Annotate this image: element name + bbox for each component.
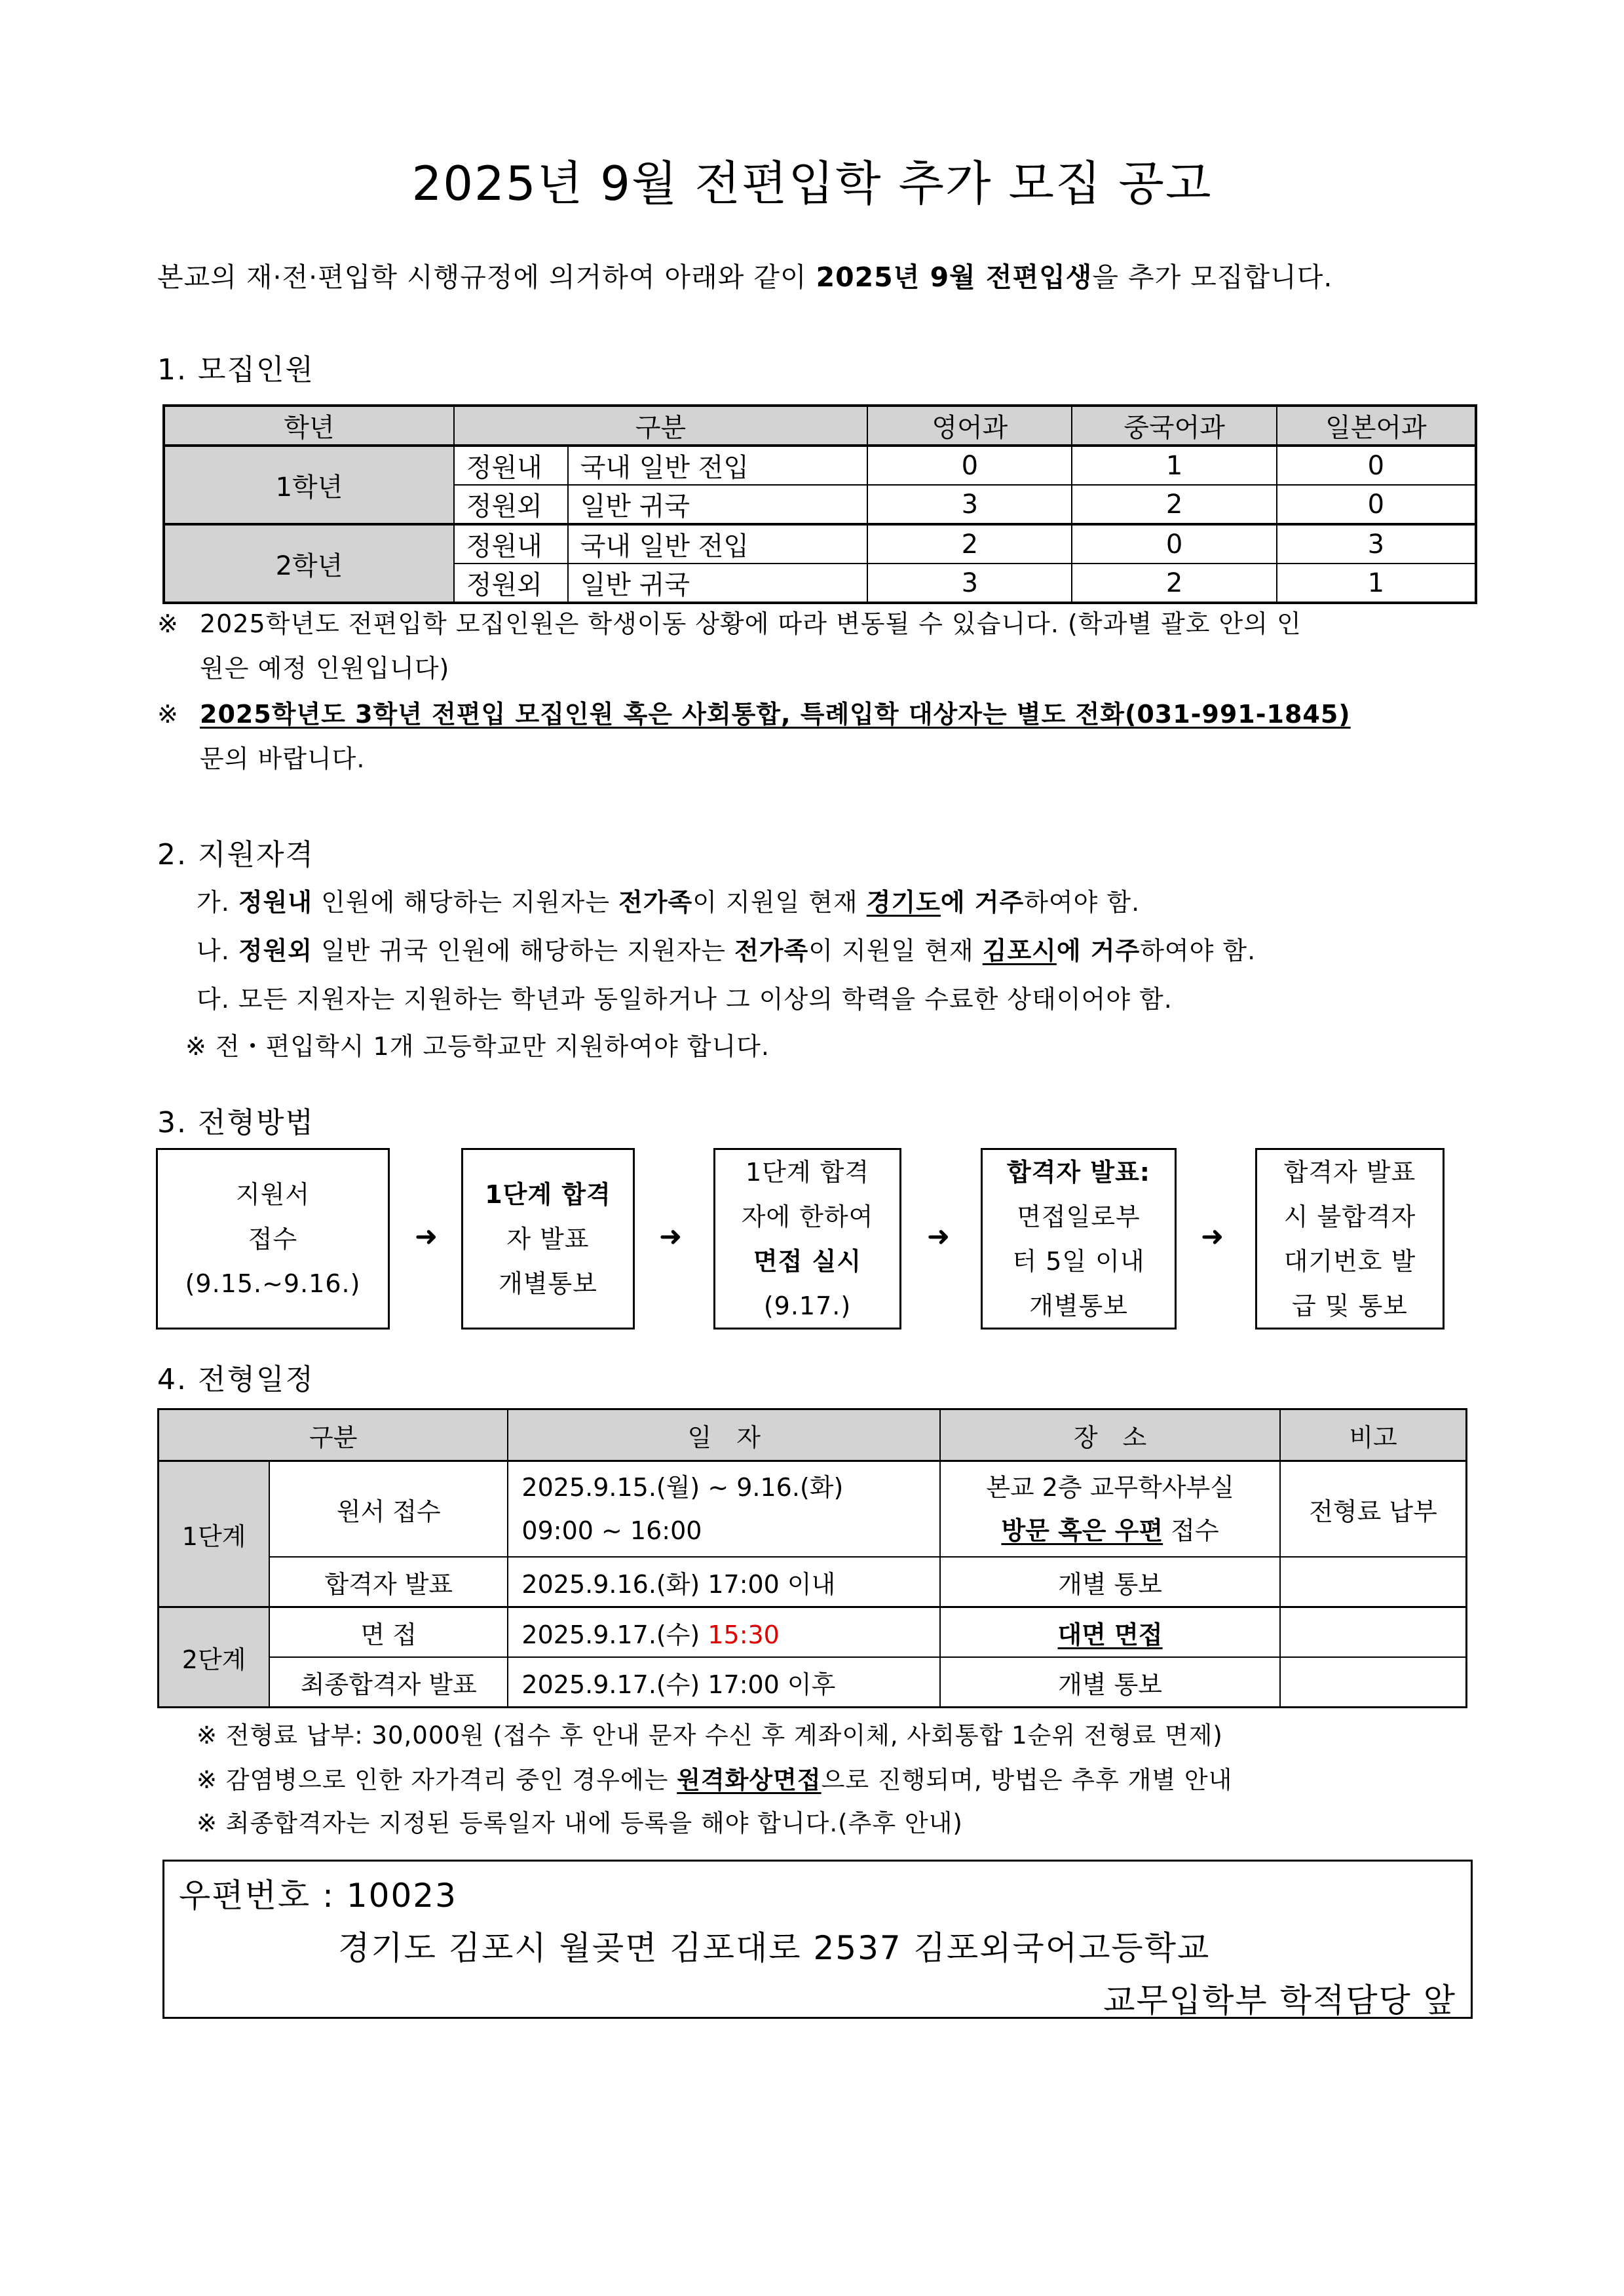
eligibility-note: ※ 전・편입학시 1개 고등학교만 지원하여야 합니다.: [185, 1032, 770, 1061]
table-row: 합격자 발표 2025.9.16.(화) 17:00 이내 개별 통보: [159, 1557, 1467, 1607]
table-row: 최종합격자 발표 2025.9.17.(수) 17:00 이후 개별 통보: [159, 1657, 1467, 1708]
schedule-note-1: ※ 전형료 납부: 30,000원 (접수 후 안내 문자 수신 후 계좌이체, 사회통합 1순위 전형료 면제): [197, 1721, 1223, 1750]
grade-label: 2학년: [164, 524, 454, 603]
eligibility-item-b: 나. 정원외 일반 귀국 인원에 해당하는 지원자는 전가족이 지원일 현재 김포시에 거주하여야 함.: [197, 936, 1256, 965]
eligibility-item-c: 다. 모든 지원자는 지원하는 학년과 동일하거나 그 이상의 학력을 수료한 상태이어야 함.: [197, 985, 1173, 1014]
process-step-3: 1단계 합격 자에 한하여 면접 실시 (9.17.): [713, 1148, 901, 1330]
section1-notes: [157, 601, 1624, 784]
process-step-4: 합격자 발표: 면접일로부 터 5일 이내 개별통보: [981, 1148, 1177, 1330]
arrow-icon: ➜: [927, 1220, 951, 1252]
stage-label: 1단계: [159, 1461, 270, 1607]
eligibility-item-a: 가. 정원내 인원에 해당하는 지원자는 전가족이 지원일 현재 경기도에 거주하여야 함.: [197, 888, 1141, 917]
section3-heading: 3. 전형방법: [157, 1106, 314, 1139]
address-box: [162, 1860, 1473, 2019]
schedule-note-2: ※ 감염병으로 인한 자가격리 중인 경우에는 원격화상면접으로 진행되며, 방법은 추후 개별 안내: [197, 1766, 1233, 1794]
col-english: 영어과: [867, 406, 1072, 446]
table-row: 1학년 정원내 국내 일반 전입 0 1 0: [164, 446, 1476, 485]
col-chinese: 중국어과: [1072, 406, 1276, 446]
arrow-icon: ➜: [1201, 1220, 1224, 1252]
table-header-row: 구분 일 자 장 소 비고: [159, 1409, 1467, 1461]
note-mark: ※: [157, 609, 179, 638]
section4-heading: 4. 전형일정: [157, 1363, 314, 1396]
table-header-row: [164, 406, 1476, 446]
note-text: 원은 예정 인원입니다): [200, 654, 450, 683]
section2-heading: 2. 지원자격: [157, 838, 314, 871]
table-row: 정원외 일반 귀국 3 2 0: [164, 485, 1476, 524]
arrow-icon: ➜: [659, 1220, 683, 1252]
note-text-emphasis: 2025학년도 3학년 전편입 모집인원 혹은 사회통합, 특례입학 대상자는 별도 전화(031-991-1845): [200, 700, 1351, 729]
stage-label: 2단계: [159, 1607, 270, 1708]
intro-highlight: 2025년 9월 전편입생: [816, 261, 1093, 293]
schedule-table: [157, 1408, 1467, 1708]
col-category: 구분: [454, 406, 867, 446]
col-japanese: 일본어과: [1277, 406, 1476, 446]
intro-paragraph: 본교의 재·전·편입학 시행규정에 의거하여 아래와 같이 2025년 9월 전편입생을 추가 모집합니다.: [157, 261, 1333, 293]
col-grade: 학년: [164, 406, 454, 446]
process-step-5: 합격자 발표 시 불합격자 대기번호 발 급 및 통보: [1255, 1148, 1445, 1330]
address-recipient: 교무입학부 학적담당 앞: [1103, 1981, 1456, 2019]
postal-code: 우편번호 : 10023: [179, 1877, 457, 1915]
section1-heading: 1. 모집인원: [157, 353, 314, 387]
table-row: 2단계 면 접 2025.9.17.(수) 15:30 대면 면접: [159, 1607, 1467, 1658]
table-row: 2학년 정원내 국내 일반 전입 2 0 3: [164, 524, 1476, 564]
note-text: 2025학년도 전편입학 모집인원은 학생이동 상황에 따라 변동될 수 있습니다. (학과별 괄호 안의 인: [200, 609, 1302, 638]
process-step-1: 지원서 접수 (9.15.~9.16.): [156, 1148, 390, 1330]
note-text: 문의 바랍니다.: [200, 744, 366, 773]
recruitment-table: [162, 404, 1477, 604]
table-row: 1단계 원서 접수 2025.9.15.(월) ~ 9.16.(화) 09:00 ~ 16:00 본교 2층 교무학사부실 방문 혹은 우편 접수 전형료 납부: [159, 1461, 1467, 1558]
page-title: 2025년 9월 전편입학 추가 모집 공고: [411, 156, 1213, 211]
note-mark: ※: [157, 700, 179, 729]
process-step-2: 1단계 합격 자 발표 개별통보: [461, 1148, 635, 1330]
grade-label: 1학년: [164, 446, 454, 524]
address-line: 경기도 김포시 월곶면 김포대로 2537 김포외국어고등학교: [338, 1929, 1211, 1967]
interview-time: 15:30: [708, 1620, 780, 1649]
schedule-note-3: ※ 최종합격자는 지정된 등록일자 내에 등록을 해야 합니다.(추후 안내): [197, 1809, 963, 1837]
table-row: 정원외 일반 귀국 3 2 1: [164, 564, 1476, 603]
arrow-icon: ➜: [415, 1220, 438, 1252]
